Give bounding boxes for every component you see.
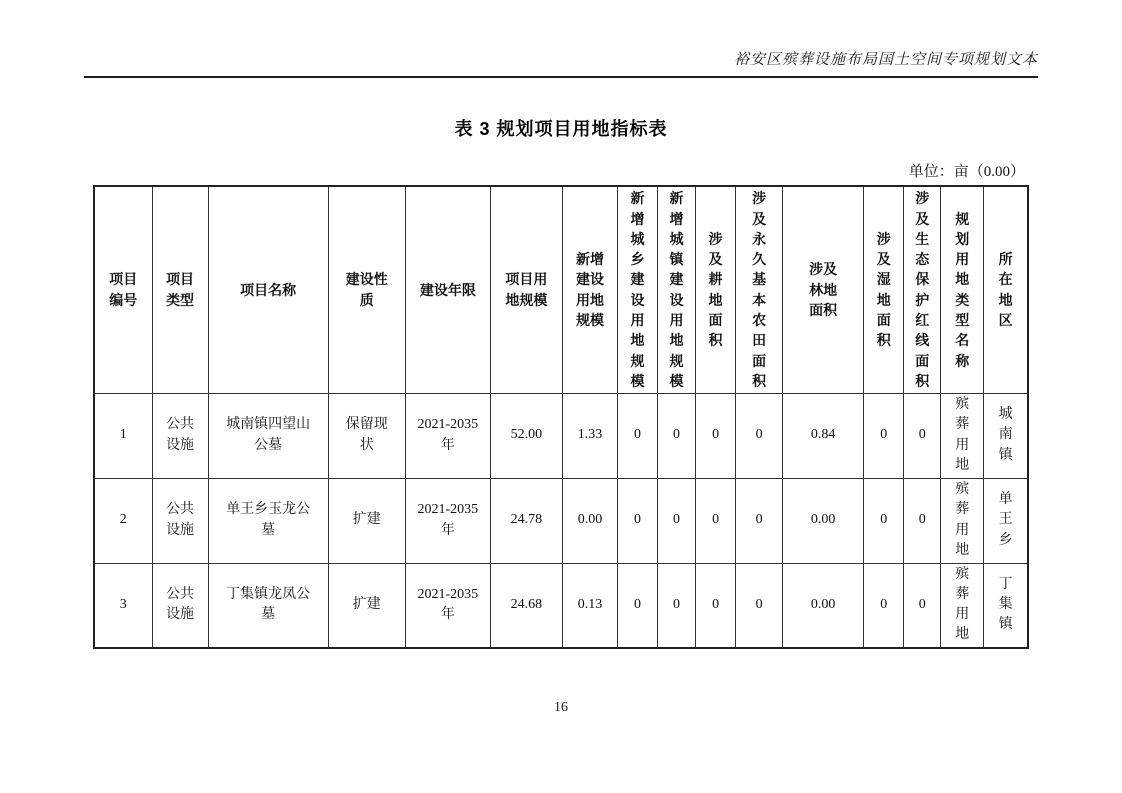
cell-new-town-construction-land: 0 [658, 563, 696, 648]
cell-wetland: 0 [864, 478, 904, 563]
col-header-construction-period: 建设年限 [405, 186, 490, 393]
cell-planned-land-type: 殡葬用地 [941, 393, 984, 478]
cell-project-type: 公共设施 [152, 563, 208, 648]
cell-new-construction-land: 0.13 [562, 563, 617, 648]
cell-project-type: 公共设施 [152, 478, 208, 563]
cell-wetland: 0 [864, 393, 904, 478]
cell-construction-nature: 保留现状 [328, 393, 405, 478]
cell-new-town-construction-land: 0 [658, 393, 696, 478]
table-header-row [94, 186, 1028, 393]
col-header-construction-nature: 建设性质 [328, 186, 405, 393]
col-header-project-name: 项目名称 [208, 186, 328, 393]
cell-project-name: 单王乡玉龙公墓 [208, 478, 328, 563]
cell-cultivated-land: 0 [696, 393, 736, 478]
col-header-new-town-construction-land: 新增城镇建设用地规模 [658, 186, 696, 393]
cell-ecological-redline: 0 [904, 563, 941, 648]
cell-new-urban-rural-construction-land: 0 [617, 393, 657, 478]
cell-project-id: 1 [94, 393, 152, 478]
cell-new-town-construction-land: 0 [658, 478, 696, 563]
table-row [94, 393, 1028, 478]
cell-construction-period: 2021-2035年 [405, 478, 490, 563]
col-header-project-id: 项目编号 [94, 186, 152, 393]
land-indicator-table [93, 185, 1029, 649]
cell-wetland: 0 [864, 563, 904, 648]
col-header-wetland: 涉及湿地面积 [864, 186, 904, 393]
cell-ecological-redline: 0 [904, 393, 941, 478]
cell-construction-period: 2021-2035年 [405, 393, 490, 478]
cell-new-construction-land: 0.00 [562, 478, 617, 563]
cell-new-urban-rural-construction-land: 0 [617, 563, 657, 648]
table-row [94, 563, 1028, 648]
unit-note: 单位：亩（0.00） [908, 164, 1025, 180]
table-title: 表 3 规划项目用地指标表 [454, 119, 668, 139]
cell-project-id: 3 [94, 563, 152, 648]
cell-cultivated-land: 0 [696, 478, 736, 563]
cell-project-type: 公共设施 [152, 393, 208, 478]
page-number: 16 [554, 700, 568, 715]
cell-construction-nature: 扩建 [328, 478, 405, 563]
cell-forest-land: 0.00 [783, 478, 864, 563]
cell-project-land-area: 24.68 [490, 563, 562, 648]
cell-location: 单王乡 [984, 478, 1028, 563]
cell-planned-land-type: 殡葬用地 [941, 563, 984, 648]
col-header-forest-land: 涉及林地面积 [783, 186, 864, 393]
cell-project-land-area: 52.00 [490, 393, 562, 478]
col-header-new-construction-land: 新增建设用地规模 [562, 186, 617, 393]
cell-construction-nature: 扩建 [328, 563, 405, 648]
cell-permanent-basic-farmland: 0 [736, 393, 783, 478]
col-header-project-land-area: 项目用地规模 [490, 186, 562, 393]
table-row [94, 478, 1028, 563]
col-header-planned-land-type: 规划用地类型名称 [941, 186, 984, 393]
cell-new-construction-land: 1.33 [562, 393, 617, 478]
cell-forest-land: 0.84 [783, 393, 864, 478]
cell-new-urban-rural-construction-land: 0 [617, 478, 657, 563]
cell-location: 丁集镇 [984, 563, 1028, 648]
cell-construction-period: 2021-2035年 [405, 563, 490, 648]
cell-permanent-basic-farmland: 0 [736, 478, 783, 563]
cell-planned-land-type: 殡葬用地 [941, 478, 984, 563]
cell-permanent-basic-farmland: 0 [736, 563, 783, 648]
col-header-cultivated-land: 涉及耕地面积 [696, 186, 736, 393]
cell-project-name: 丁集镇龙凤公墓 [208, 563, 328, 648]
cell-forest-land: 0.00 [783, 563, 864, 648]
running-header-text: 裕安区殡葬设施布局国土空间专项规划文本 [733, 52, 1038, 68]
col-header-new-urban-rural-construction-land: 新增城乡建设用地规模 [617, 186, 657, 393]
col-header-ecological-redline: 涉及生态保护红线面积 [904, 186, 941, 393]
cell-project-name: 城南镇四望山公墓 [208, 393, 328, 478]
running-header [84, 48, 1038, 78]
cell-project-land-area: 24.78 [490, 478, 562, 563]
col-header-permanent-basic-farmland: 涉及永久基本农田面积 [736, 186, 783, 393]
cell-ecological-redline: 0 [904, 478, 941, 563]
cell-location: 城南镇 [984, 393, 1028, 478]
col-header-project-type: 项目类型 [152, 186, 208, 393]
cell-cultivated-land: 0 [696, 563, 736, 648]
col-header-location: 所在地区 [984, 186, 1028, 393]
cell-project-id: 2 [94, 478, 152, 563]
